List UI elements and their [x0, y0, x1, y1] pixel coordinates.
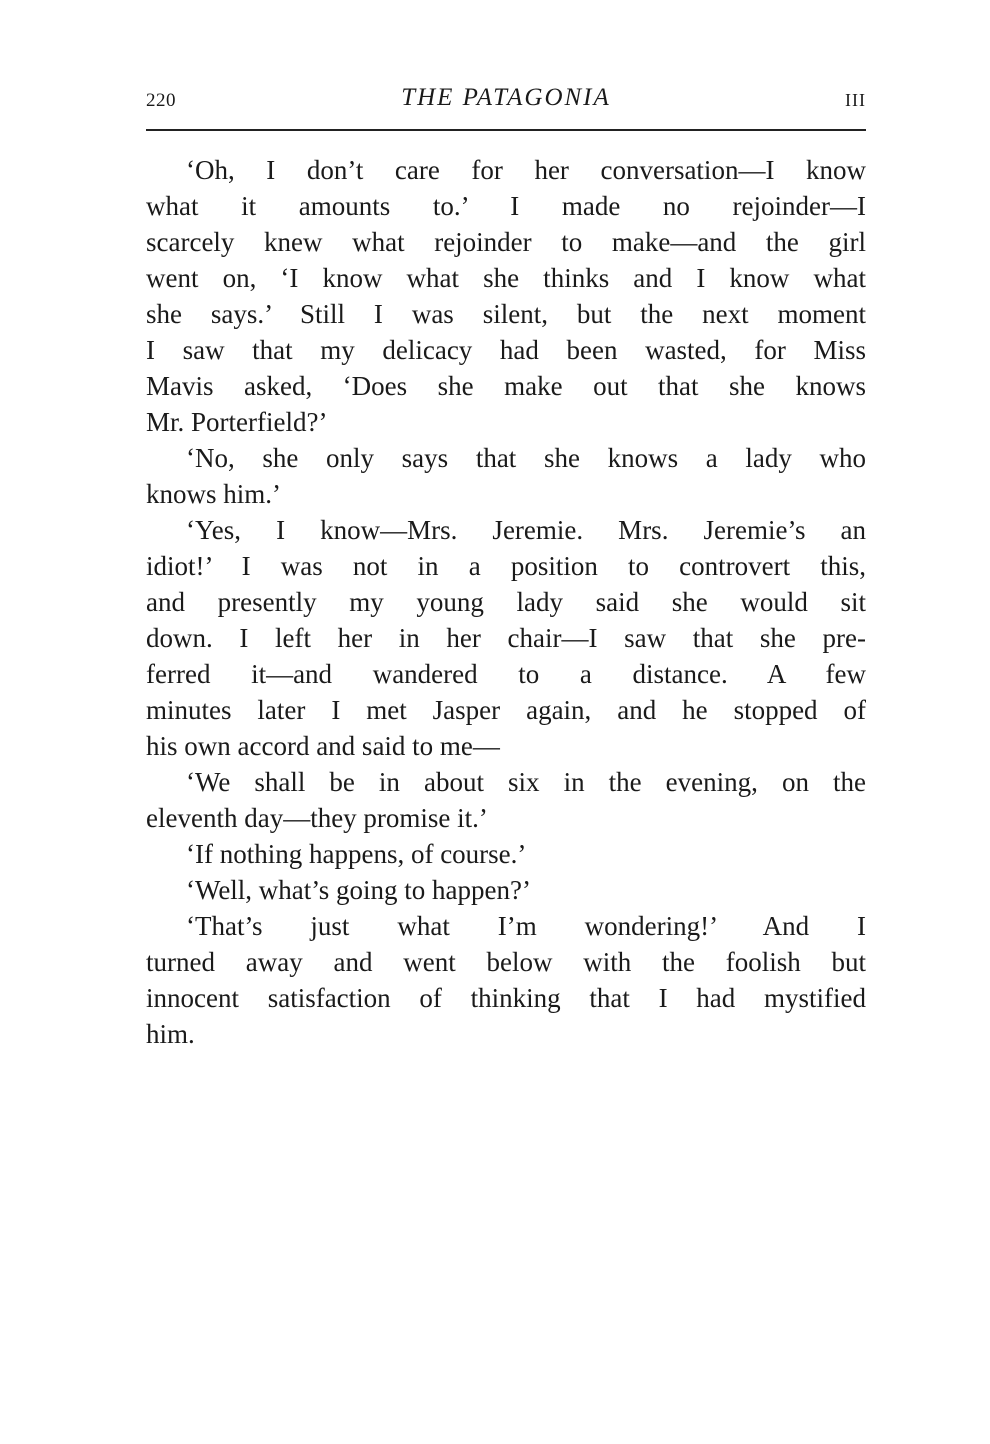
header-rule	[146, 129, 866, 131]
text-line: Mavis asked, ‘Does she make out that she knows	[146, 371, 866, 401]
text-line: ‘No, she only says that she knows a lady who	[186, 443, 866, 473]
text-line: what it amounts to.’ I made no rejoinder—I	[146, 191, 866, 221]
text-line: ‘Yes, I know—Mrs. Jeremie. Mrs. Jeremie’s an	[186, 515, 866, 545]
text-line: innocent satisfaction of thinking that I had mystified	[146, 983, 866, 1013]
text-line: ‘We shall be in about six in the evening, on the	[186, 767, 866, 797]
text-line: ‘Oh, I don’t care for her conversation—I know	[186, 155, 866, 185]
text-line: his own accord and said to me—	[146, 731, 500, 761]
text-line: scarcely knew what rejoinder to make—and the girl	[146, 227, 866, 257]
text-line: went on, ‘I know what she thinks and I know what	[146, 263, 866, 293]
body-text	[146, 152, 866, 1052]
text-line: minutes later I met Jasper again, and he stopped of	[146, 695, 866, 725]
text-line: knows him.’	[146, 479, 281, 509]
text-line: turned away and went below with the foolish but	[146, 947, 866, 977]
text-line: ‘Well, what’s going to happen?’	[186, 875, 531, 905]
text-line: down. I left her in her chair—I saw that she pre-	[146, 623, 866, 653]
text-line: ferred it—and wandered to a distance. A few	[146, 659, 866, 689]
running-title: THE PATAGONIA	[401, 84, 611, 111]
running-head	[146, 84, 866, 118]
page-number: 220	[146, 90, 176, 111]
text-line: I saw that my delicacy had been wasted, for Miss	[146, 335, 866, 365]
text-line: him.	[146, 1019, 195, 1049]
text-line: ‘If nothing happens, of course.’	[186, 839, 527, 869]
text-line: she says.’ Still I was silent, but the next moment	[146, 299, 866, 329]
text-line: and presently my young lady said she would sit	[146, 587, 866, 617]
text-line: idiot!’ I was not in a position to controvert this,	[146, 551, 866, 581]
text-line: ‘That’s just what I’m wondering!’ And I	[186, 911, 866, 941]
text-line: Mr. Porterfield?’	[146, 407, 328, 437]
text-line: eleventh day—they promise it.’	[146, 803, 488, 833]
chapter-number: III	[845, 90, 866, 110]
